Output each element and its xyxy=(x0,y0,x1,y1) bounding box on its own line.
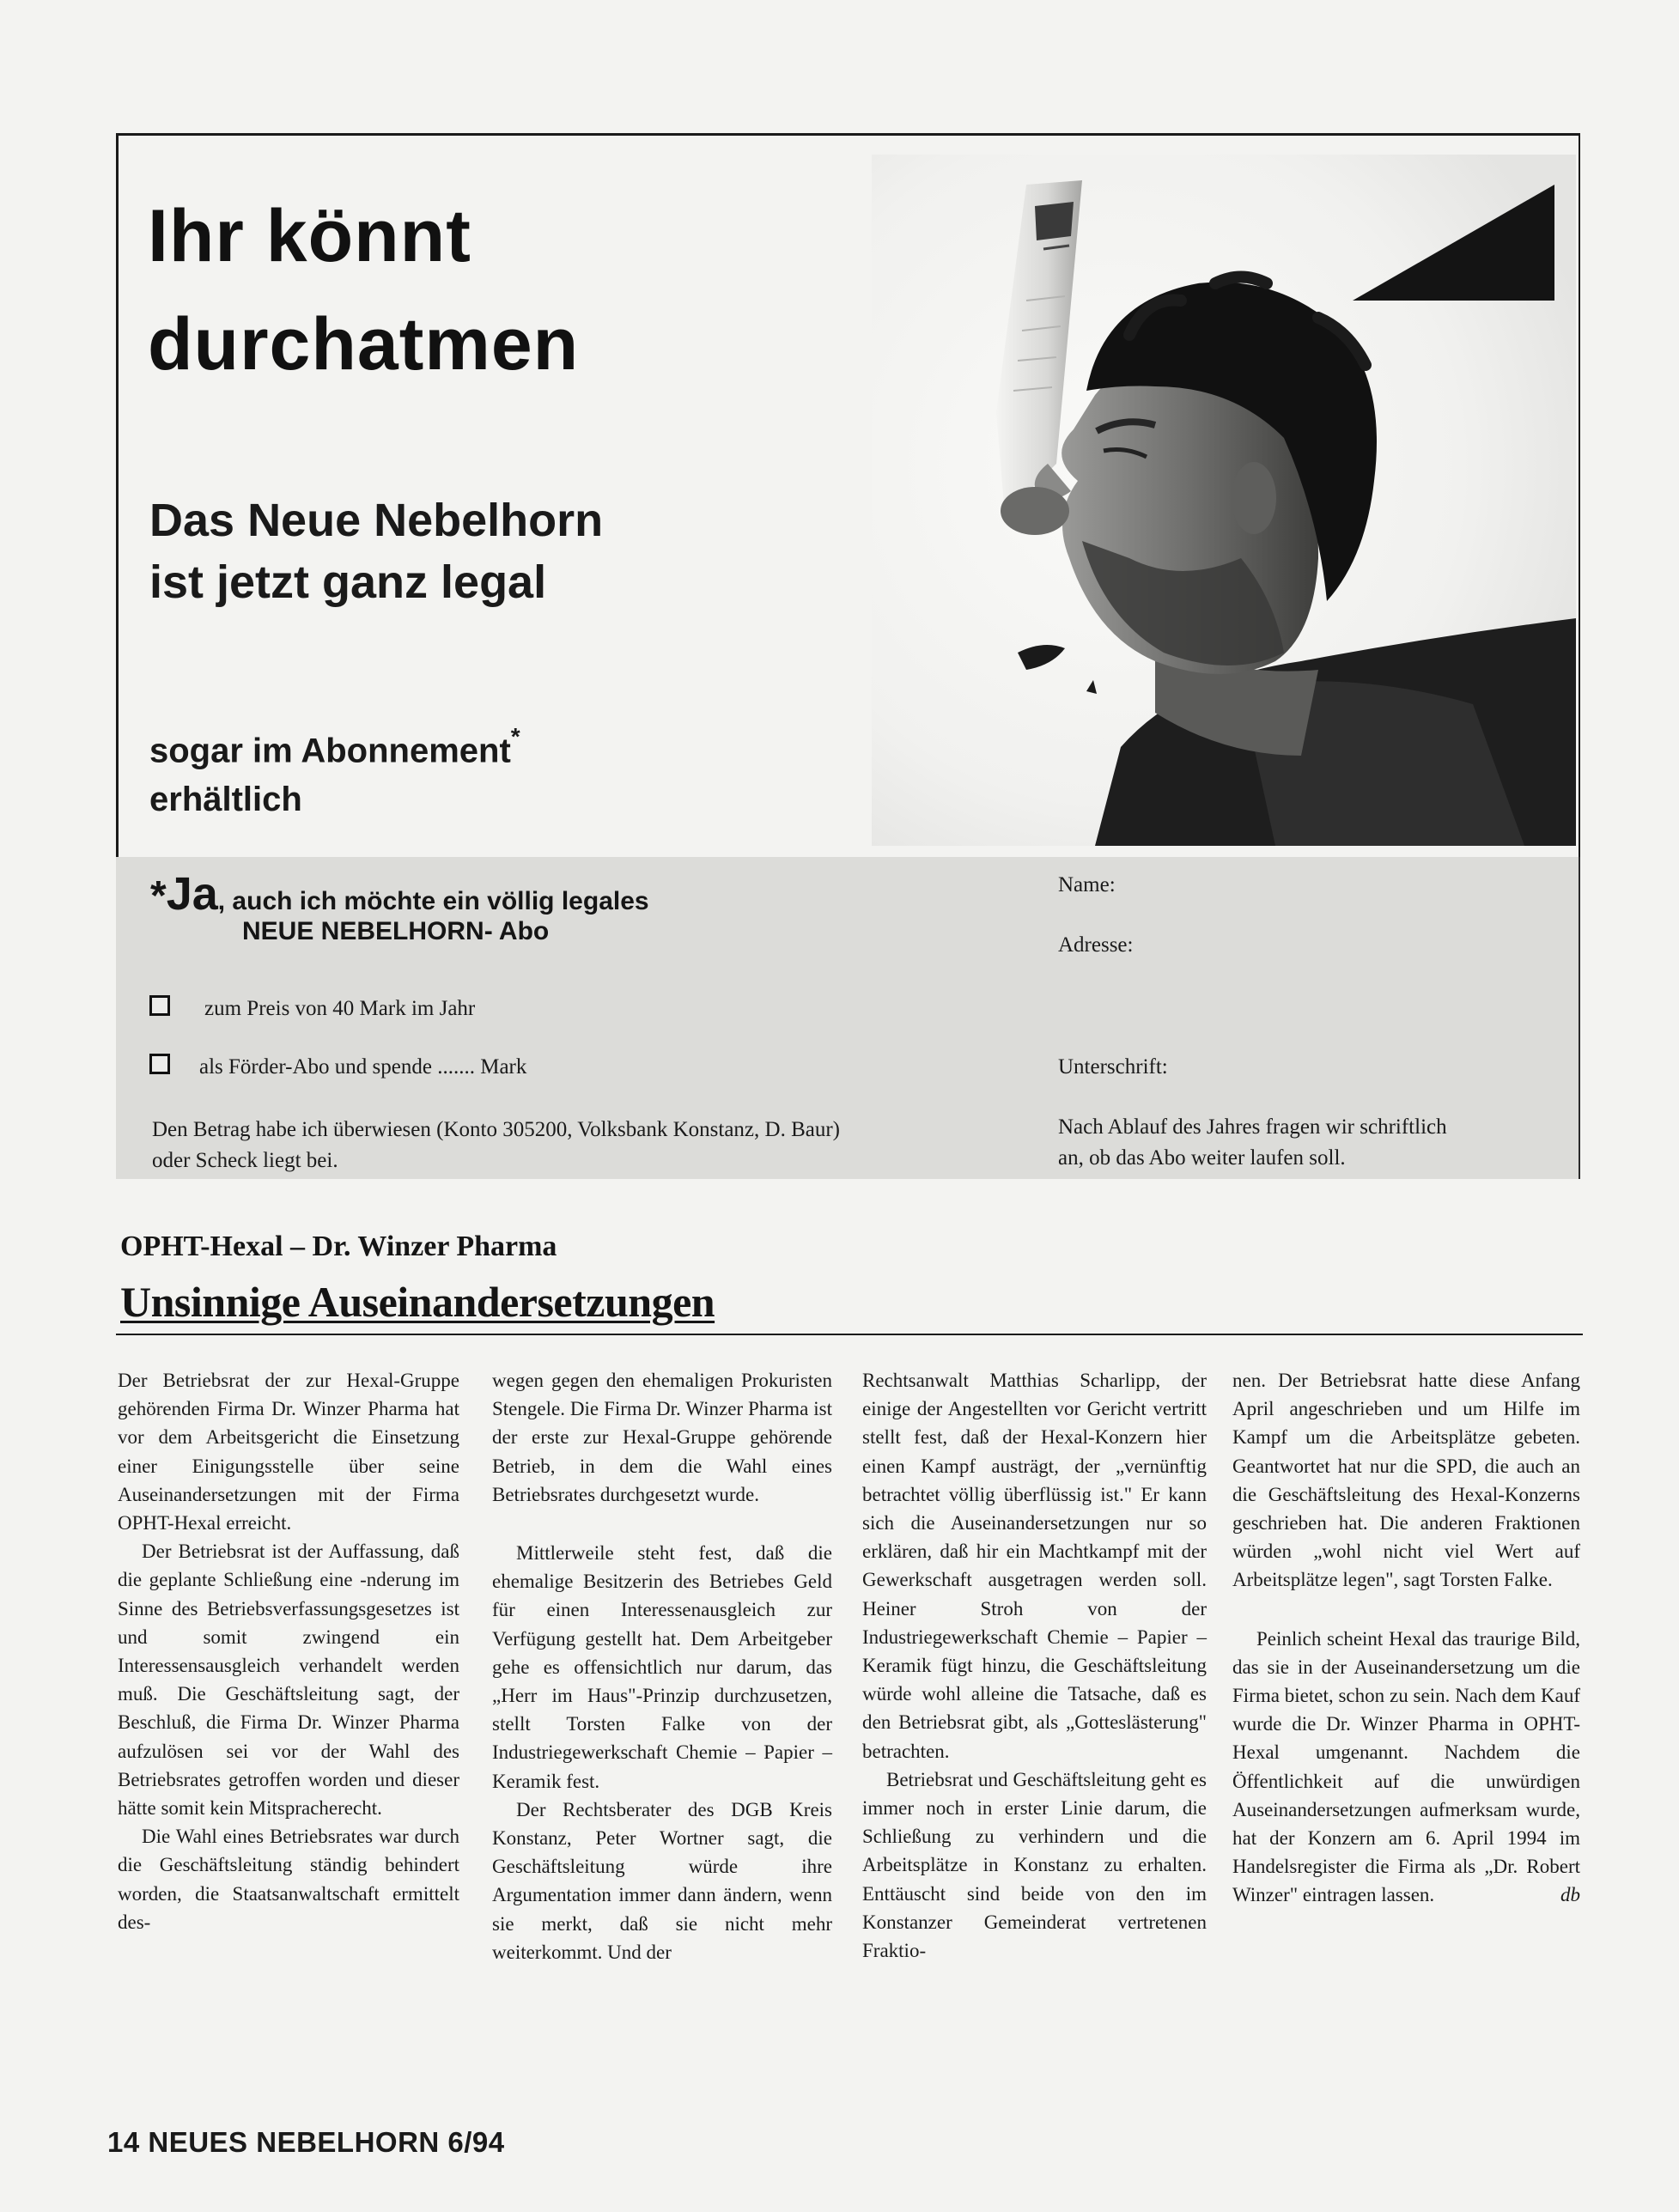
col4-paragraph-1: nen. Der Betriebsrat hatte diese Anfang April angeschrieben und um Hilfe im Kampf um die Arbeitsplätze gebeten. Geantwortet hat nur die SPD, die auch an die Geschäftsleitung des Hexal-Konzerns geschrieben hat. Die anderen Fraktionen würden „wohl nicht viel Wert auf Arbeitsplätze legen", sagt Torsten Falke. xyxy=(1232,1370,1580,1591)
signature-label: Unterschrift: xyxy=(1058,1055,1168,1079)
col2-paragraph-2: Mittlerweile steht fest, daß die ehemalige Besitzerin des Betriebes Geld für einen Interessenausgleich zur Verfügung gestellt hat. Dem Arbeitgeber gehe es offensichtlich nur darum, das „Herr im Haus"-Prinzip durchzusetzen, stellt Torsten Falke von der Industriegewerkschaft Chemie – Papier – Keramik fest. xyxy=(492,1542,832,1792)
col2-paragraph-3: Der Rechtsberater des DGB Kreis Konstanz, Peter Wortner sagt, die Geschäftsleitung würde ihre Argumentation immer dann ändern, wenn sie merkt, daß sie nicht mehr weiterkommt. Und der xyxy=(492,1798,832,1963)
ad-subtitle-line-1: Das Neue Nebelhorn xyxy=(149,495,604,546)
coupon-ja-asterisk: * xyxy=(150,873,167,919)
article-column-1 xyxy=(118,1366,459,1936)
ad-title-line-2: durchatmen xyxy=(148,303,580,386)
coupon-abo-name: NEUE NEBELHORN- Abo xyxy=(242,917,550,945)
address-label: Adresse: xyxy=(1058,933,1134,957)
renewal-note xyxy=(1058,1112,1447,1174)
ad-subtitle xyxy=(149,489,603,613)
coupon-ja-line xyxy=(150,867,649,921)
option-support-label: als Förder-Abo und spende ....... Mark xyxy=(199,1055,527,1079)
col4-paragraph-2 xyxy=(1232,1625,1580,1910)
option-price-label: zum Preis von 40 Mark im Jahr xyxy=(204,997,476,1020)
payment-note-line-2: oder Scheck liegt bei. xyxy=(152,1149,338,1172)
payment-note-line-1: Den Betrag habe ich überwiesen (Konto 305200, Volksbank Konstanz, D. Baur) xyxy=(152,1118,840,1141)
ad-abo-line-2: erhältlich xyxy=(149,781,302,819)
article-column-4 xyxy=(1232,1366,1580,1910)
ad-title xyxy=(148,182,579,398)
coupon-ja-rest: , auch ich möchte ein völlig legales xyxy=(217,887,649,915)
payment-note xyxy=(152,1115,840,1176)
col1-paragraph-2: Der Betriebsrat ist der Auffassung, daß die geplante Schließung eine -nderung im Sinne des Betriebsverfassungsgesetzes ist und somit zwingend ein Interessensausgleich verhandelt werden muß. Die Geschäftsleitung sagt, der Beschluß, die Firma Dr. Winzer Pharma aufzulösen sei vor der Wahl des Betriebsrates getroffen worden und dieser hätte somit kein Mitspracherecht. xyxy=(118,1540,459,1820)
renewal-note-line-1: Nach Ablauf des Jahres fragen wir schriftlich xyxy=(1058,1115,1447,1139)
coupon-ja-word: Ja xyxy=(166,868,218,920)
sleeping-man-illustration xyxy=(872,155,1576,846)
headline-rule xyxy=(116,1334,1583,1335)
article-headline: Unsinnige Auseinandersetzungen xyxy=(120,1278,715,1326)
ad-abo-line-1-text: sogar im Abonnement xyxy=(149,732,511,770)
renewal-note-line-2: an, ob das Abo weiter laufen soll. xyxy=(1058,1146,1346,1170)
coupon-right-border xyxy=(1579,857,1580,1179)
author-signature: db xyxy=(1560,1884,1580,1906)
option-support-checkbox[interactable] xyxy=(149,1054,170,1074)
article-column-3 xyxy=(862,1366,1207,1965)
ad-abo-note xyxy=(149,717,520,824)
col2-paragraph-1: wegen gegen den ehemaligen Prokuristen Stengele. Die Firma Dr. Winzer Pharma ist der erste zur Hexal-Gruppe gehörende Betrieb, in dem die Wahl eines Betriebsrates durchgesetzt wurde. xyxy=(492,1370,832,1505)
ad-abo-asterisk: * xyxy=(510,723,520,750)
ad-abo-line-1 xyxy=(149,717,520,775)
ad-title-line-1: Ihr könnt xyxy=(148,195,471,277)
page-footer: 14 NEUES NEBELHORN 6/94 xyxy=(107,2126,505,2158)
col1-paragraph-1: Der Betriebsrat der zur Hexal-Gruppe gehörenden Firma Dr. Winzer Pharma hat vor dem Arbeitsgericht die Einsetzung einer Einigungsstelle über seine Auseinandersetzungen mit der Firma OPHT-Hexal erreicht. xyxy=(118,1370,459,1534)
option-price-checkbox[interactable] xyxy=(149,995,170,1016)
col3-paragraph-1: Rechtsanwalt Matthias Scharlipp, der einige der Angestellten vor Gericht vertritt stellt fest, daß der Hexal-Konzern hier einen Kampf austrägt, der „vernünftig betrachtet völlig überflüssig ist." Er kann sich die Auseinandersetzungen nur so erklären, daß hir ein Machtkampf mit der Gewerkschaft ausgetragen werden soll. Heiner Stroh von der Industriegewerkschaft Chemie – Papier – Keramik fügt hinzu, die Geschäftsleitung würde wohl alleine die Tatsache, daß es den Betriebsrat gibt, als „Gotteslästerung" betrachten. xyxy=(862,1370,1207,1762)
ad-subtitle-line-2: ist jetzt ganz legal xyxy=(149,556,547,608)
article-column-2 xyxy=(492,1366,832,1966)
col4-paragraph-2-text: Peinlich scheint Hexal das traurige Bild, das sie in der Auseinandersetzung um die Firma bietet, schon zu sein. Nach dem Kauf wurde die Dr. Winzer Pharma in OPHT-Hexal umgenannt. Nachdem die Öffentlichkeit auf die unwürdigen Auseinandersetzungen aufmerksam wurde, hat der Konzern am 6. April 1994 im Handelsregister die Firma als „Dr. Robert Winzer" eintragen lassen. xyxy=(1232,1627,1580,1906)
ad-photo xyxy=(872,155,1576,846)
col1-paragraph-3: Die Wahl eines Betriebsrates war durch die Geschäftsleitung ständig behindert worden, die Staatsanwaltschaft ermittelt des- xyxy=(118,1826,459,1933)
name-label: Name: xyxy=(1058,873,1116,896)
article-kicker: OPHT-Hexal – Dr. Winzer Pharma xyxy=(120,1231,557,1262)
col3-paragraph-2: Betriebsrat und Geschäftsleitung geht es immer noch in erster Linie darum, die Schließung zu verhindern und die Arbeitsplätze in Konstanz zu erhalten. Enttäuscht sind beide von den im Konstanzer Gemeinderat vertretenen Fraktio- xyxy=(862,1768,1207,1962)
